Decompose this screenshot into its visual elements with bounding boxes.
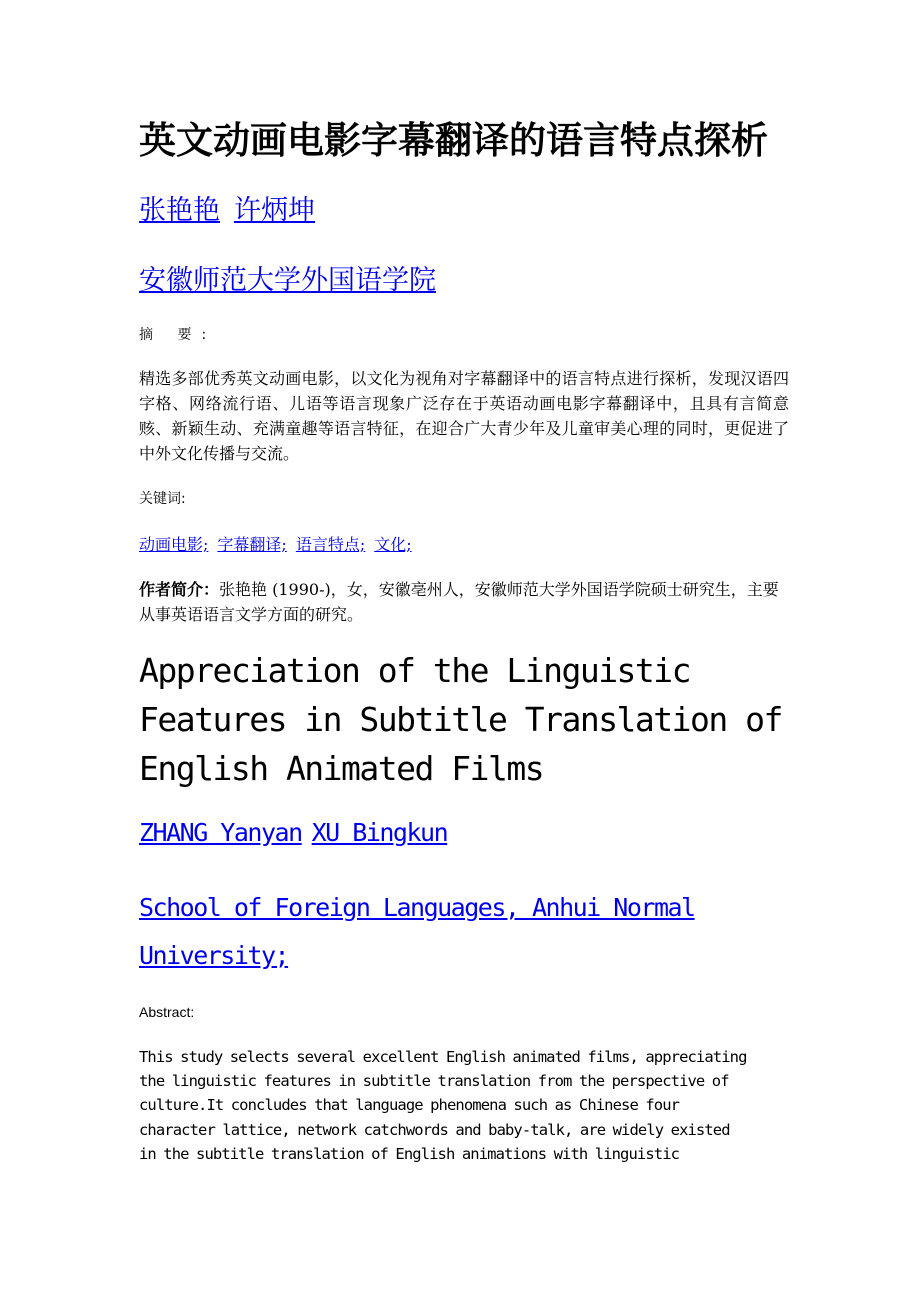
abstract-line: character lattice, network catchwords and baby-talk, are widely existed [139, 1120, 730, 1139]
chinese-authors [139, 188, 315, 227]
abstract-line: in the subtitle translation of English animations with linguistic [139, 1144, 680, 1163]
keywords-list [139, 532, 421, 555]
abstract-line: the linguistic features in subtitle translation from the perspective of [139, 1072, 729, 1091]
english-title: Appreciation of the Linguistic Features in Subtitle Translation of English Animated Films [139, 651, 782, 788]
bio-label: 作者简介： [139, 580, 220, 599]
chinese-affiliation [139, 258, 436, 297]
english-authors [139, 818, 447, 847]
keyword-link[interactable]: 语言特点; [295, 535, 366, 554]
keyword-link[interactable]: 字幕翻译; [217, 535, 287, 554]
author-link-2[interactable]: 许炳坤 [234, 195, 315, 226]
abstract-line: culture.It concludes that language phenomena such as Chinese four [139, 1096, 680, 1115]
abstract-label-cn: 摘 要: [139, 327, 217, 343]
author-link-1[interactable]: 张艳艳 [139, 195, 220, 226]
abstract-label-en: Abstract: [139, 1004, 195, 1020]
keywords-label: 关键词: [139, 491, 186, 507]
bio-text: 张艳艳 (1990-)，女，安徽亳州人，安徽师范大学外国语学院硕士研究生，主要从事英语语言文学方面的研究。 [139, 580, 779, 624]
abstract-cn: 精选多部优秀英文动画电影，以文化为视角对字幕翻译中的语言特点进行探析，发现汉语四字格、网络流行语、儿语等语言现象广泛存在于英语动画电影字幕翻译中，且具有言简意赅、新颖生动、充满童趣等语言特征，在迎合广大青少年及儿童审美心理的同时，更促进了中外文化传播与交流。 [139, 369, 789, 463]
keyword-link[interactable]: 文化; [374, 535, 412, 554]
keyword-link[interactable]: 动画电影; [139, 535, 209, 554]
affiliation-link[interactable]: 安徽师范大学外国语学院 [139, 265, 436, 296]
abstract-en [139, 1045, 799, 1166]
affiliation-link-en[interactable]: School of Foreign Languages, Anhui Normal University; [139, 893, 695, 970]
chinese-title: 英文动画电影字幕翻译的语言特点探析 [139, 118, 768, 162]
author-link-en-1[interactable]: ZHANG Yanyan [139, 818, 302, 847]
english-affiliation [139, 884, 789, 980]
author-link-en-2[interactable]: XU Bingkun [311, 818, 448, 847]
abstract-line: This study selects several excellent English animated films, appreciating [139, 1048, 747, 1066]
author-bio [139, 577, 789, 627]
